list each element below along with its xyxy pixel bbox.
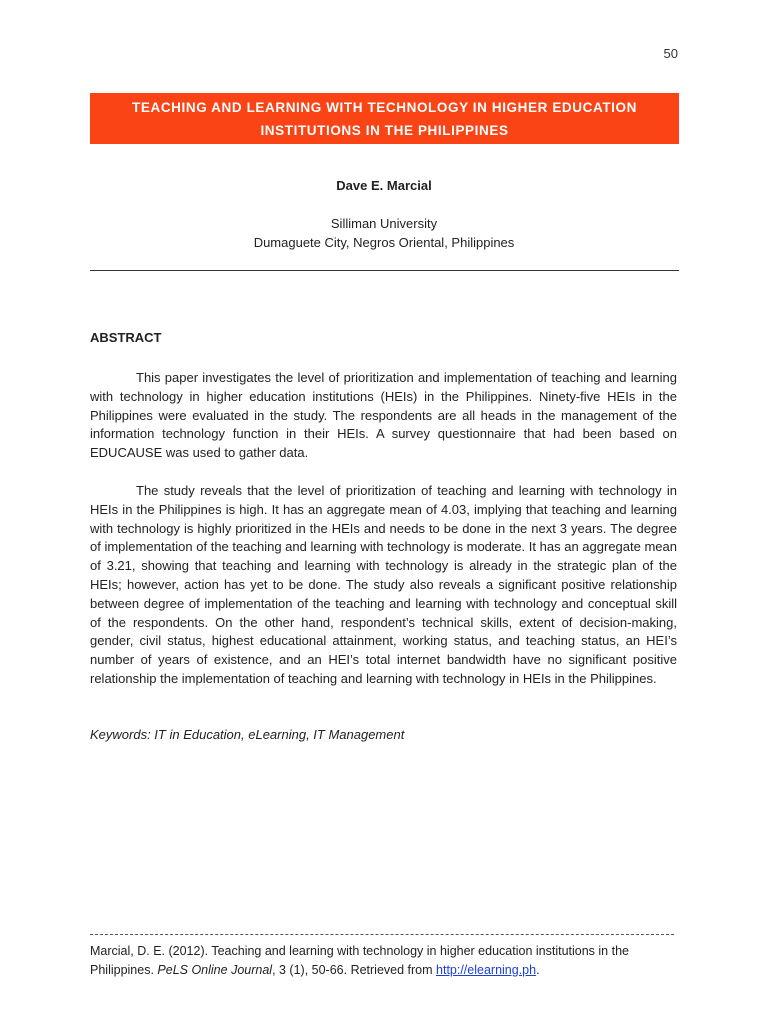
header-divider <box>90 270 679 271</box>
affiliation-location: Dumaguete City, Negros Oriental, Philippines <box>253 235 515 250</box>
abstract-paragraph-2: The study reveals that the level of prioritization of teaching and learning with technology in HEIs in the Philippines is high. It has an aggregate mean of 4.03, implying that teaching and learning with technology is highly prioritized in the HEIs and needs to be done in the next 3 years. The degree of implementation of the teaching and learning with technology is moderate. It has an aggregate mean of 3.21, showing that teaching and learning with technology is already in the strategic plan of the HEIs; however, action has yet to be done. The study also reveals a significant positive relationship between degree of implementation of the teaching and learning with technology and conceptual skill of the respondents. On the other hand, respondent’s technical skills, extent of decision-making, gender, civil status, highest educational attainment, working status, and teaching status, an HEI’s number of years of existence, and an HEI’s total internet bandwidth have no significant positive relationship the implementation of teaching and learning with technology in HEIs in the Philippines. <box>90 483 677 686</box>
citation-end: . <box>536 962 540 977</box>
footer-divider <box>90 934 674 935</box>
keywords: Keywords: IT in Education, eLearning, IT Management <box>90 727 405 742</box>
author-name: Dave E. Marcial <box>336 178 432 193</box>
affiliation <box>0 214 768 252</box>
title-banner <box>90 93 679 144</box>
citation-link[interactable]: http://elearning.ph <box>436 962 537 977</box>
abstract-heading: ABSTRACT <box>90 330 162 345</box>
affiliation-institution: Silliman University <box>330 216 438 231</box>
citation-details: , 3 (1), 50-66. Retrieved from <box>272 962 437 977</box>
citation <box>90 942 680 979</box>
page-number: 50 <box>663 46 678 61</box>
citation-text: Marcial, D. E. (2012). Teaching and learning with technology in higher education institutions in the Philippines. <box>90 944 629 977</box>
title-line-1: TEACHING AND LEARNING WITH TECHNOLOGY IN HIGHER EDUCATION <box>132 99 637 115</box>
citation-journal: PeLS Online Journal <box>157 962 273 977</box>
title-line-2: INSTITUTIONS IN THE PHILIPPINES <box>260 122 509 138</box>
abstract-paragraph-1: This paper investigates the level of prioritization and implementation of teaching and learning with technology in higher education institutions (HEIs) in the Philippines. Ninety-five HEIs in the Philippines were evaluated in the study. The respondents are all heads in the management of the information technology function in their HEIs. A survey questionnaire that had been based on EDUCAUSE was used to gather data. <box>90 370 677 461</box>
